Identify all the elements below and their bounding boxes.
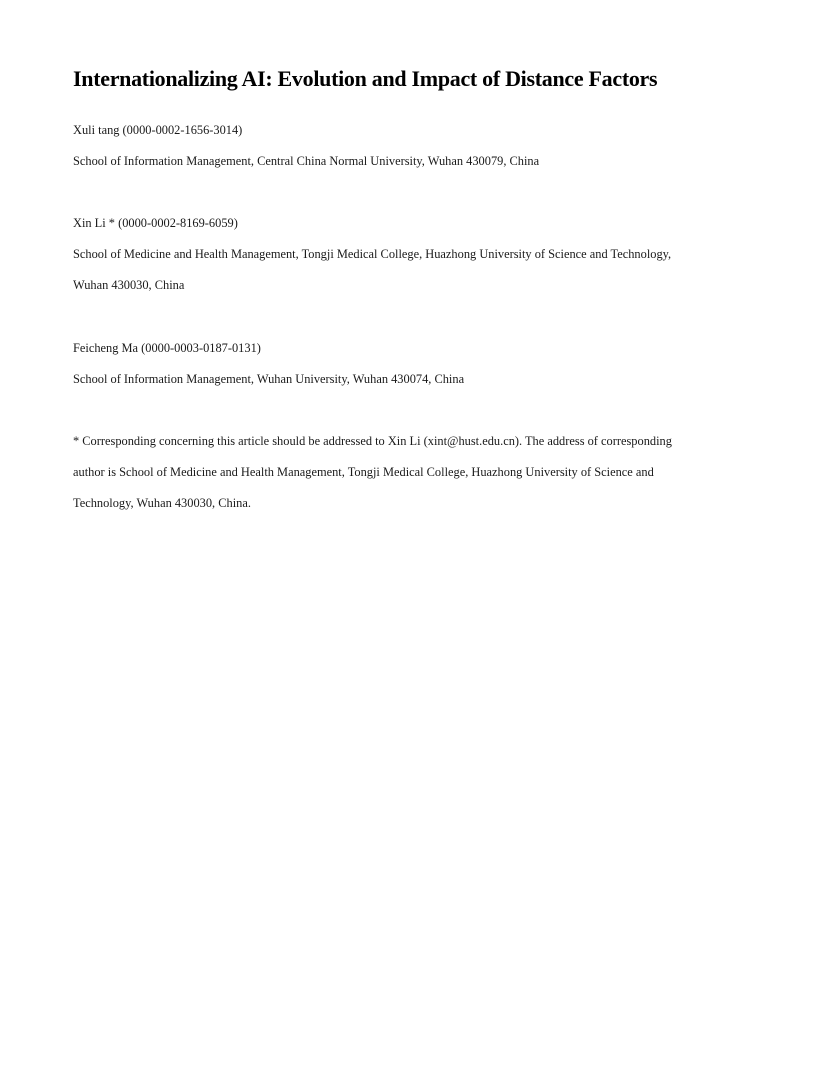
correspondence-line-3: Technology, Wuhan 430030, China. bbox=[73, 496, 251, 510]
author-1-name: Xuli tang (0000-0002-1656-3014) bbox=[73, 123, 243, 137]
author-2-affiliation-line-2: Wuhan 430030, China bbox=[73, 278, 185, 292]
author-1-affiliation: School of Information Management, Central China Normal University, Wuhan 430079, China bbox=[73, 154, 540, 168]
correspondence-line-2: author is School of Medicine and Health Management, Tongji Medical College, Huazhong University of Science and bbox=[73, 465, 654, 479]
paper-title: Internationalizing AI: Evolution and Impact of Distance Factors bbox=[73, 66, 658, 91]
author-2-affiliation-line-1: School of Medicine and Health Management, Tongji Medical College, Huazhong University of Science and Technology, bbox=[73, 247, 672, 261]
author-3-name: Feicheng Ma (0000-0003-0187-0131) bbox=[73, 341, 261, 355]
correspondence-line-1: * Corresponding concerning this article should be addressed to Xin Li (xint@hust.edu.cn). The address of corresponding bbox=[73, 434, 672, 448]
author-2-name: Xin Li * (0000-0002-8169-6059) bbox=[73, 216, 238, 230]
author-3-affiliation: School of Information Management, Wuhan University, Wuhan 430074, China bbox=[73, 372, 465, 386]
